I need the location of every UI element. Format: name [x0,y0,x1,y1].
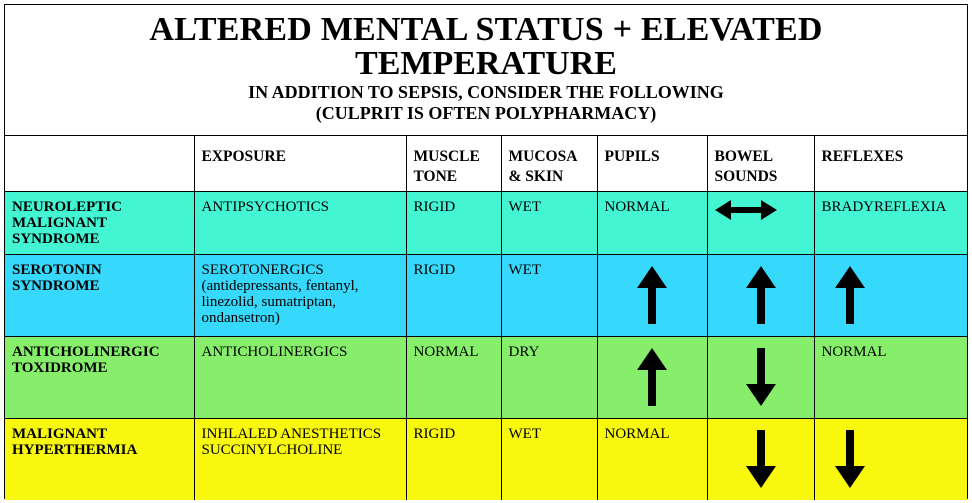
cell-reflexes: BRADYREFLEXIA [814,191,967,254]
up-arrow-icon [746,266,776,324]
cell-muscle-tone: NORMAL [406,336,501,418]
row-name: MALIGNANT HYPERTHERMIA [5,418,194,500]
down-arrow-icon [835,430,865,488]
header-muscle-tone: MUSCLE TONE [406,136,501,191]
cell-pupils [597,254,707,336]
cell-mucosa-skin: DRY [501,336,597,418]
table-row [5,418,967,500]
down-arrow-icon [746,348,776,406]
up-arrow-icon [835,266,865,324]
cell-reflexes [814,418,967,500]
cell-bowel-sounds [707,191,814,254]
title: ALTERED MENTAL STATUS + ELEVATED [149,11,823,48]
cell-mucosa-skin: WET [501,254,597,336]
cell-exposure: INHLALED ANESTHETICS SUCCINYLCHOLINE [194,418,406,500]
cell-exposure: ANTIPSYCHOTICS [194,191,406,254]
row-name: ANTICHOLINERGIC TOXIDROME [5,336,194,418]
table-row [5,336,967,418]
header-bowel-sounds: BOWEL SOUNDS [707,136,814,191]
header-exposure: EXPOSURE [194,136,406,191]
table-row [5,191,967,254]
header-reflexes: REFLEXES [814,136,967,191]
subtitle: IN ADDITION TO SEPSIS, CONSIDER THE FOLLOWING [248,82,724,102]
reference-sheet [4,4,968,499]
row-name: SEROTONIN SYNDROME [5,254,194,336]
cell-pupils: NORMAL [597,418,707,500]
header-blank [5,136,194,191]
table-row [5,254,967,336]
row-name: NEUROLEPTIC MALIGNANT SYNDROME [5,191,194,254]
subtitle-note: (CULPRIT IS OFTEN POLYPHARMACY) [315,103,657,123]
cell-muscle-tone: RIGID [406,191,501,254]
down-arrow-icon [746,430,776,488]
title-block [5,5,967,136]
cell-bowel-sounds [707,336,814,418]
cell-muscle-tone: RIGID [406,254,501,336]
comparison-table [5,136,967,500]
cell-pupils [597,336,707,418]
cell-reflexes: NORMAL [814,336,967,418]
cell-reflexes [814,254,967,336]
up-arrow-icon [637,348,667,406]
cell-muscle-tone: RIGID [406,418,501,500]
header-row [5,136,967,191]
cell-exposure: ANTICHOLINERGICS [194,336,406,418]
cell-mucosa-skin: WET [501,191,597,254]
up-arrow-icon [637,266,667,324]
title-continued: TEMPERATURE [355,45,617,82]
header-mucosa-skin: MUCOSA & SKIN [501,136,597,191]
header-pupils: PUPILS [597,136,707,191]
cell-bowel-sounds [707,418,814,500]
cell-bowel-sounds [707,254,814,336]
cell-pupils: NORMAL [597,191,707,254]
cell-exposure: SEROTONERGICS (antidepressants, fentanyl, linezolid, sumatriptan, ondansetron) [194,254,406,336]
cell-mucosa-skin: WET [501,418,597,500]
normal-double-arrow-icon [715,199,777,221]
